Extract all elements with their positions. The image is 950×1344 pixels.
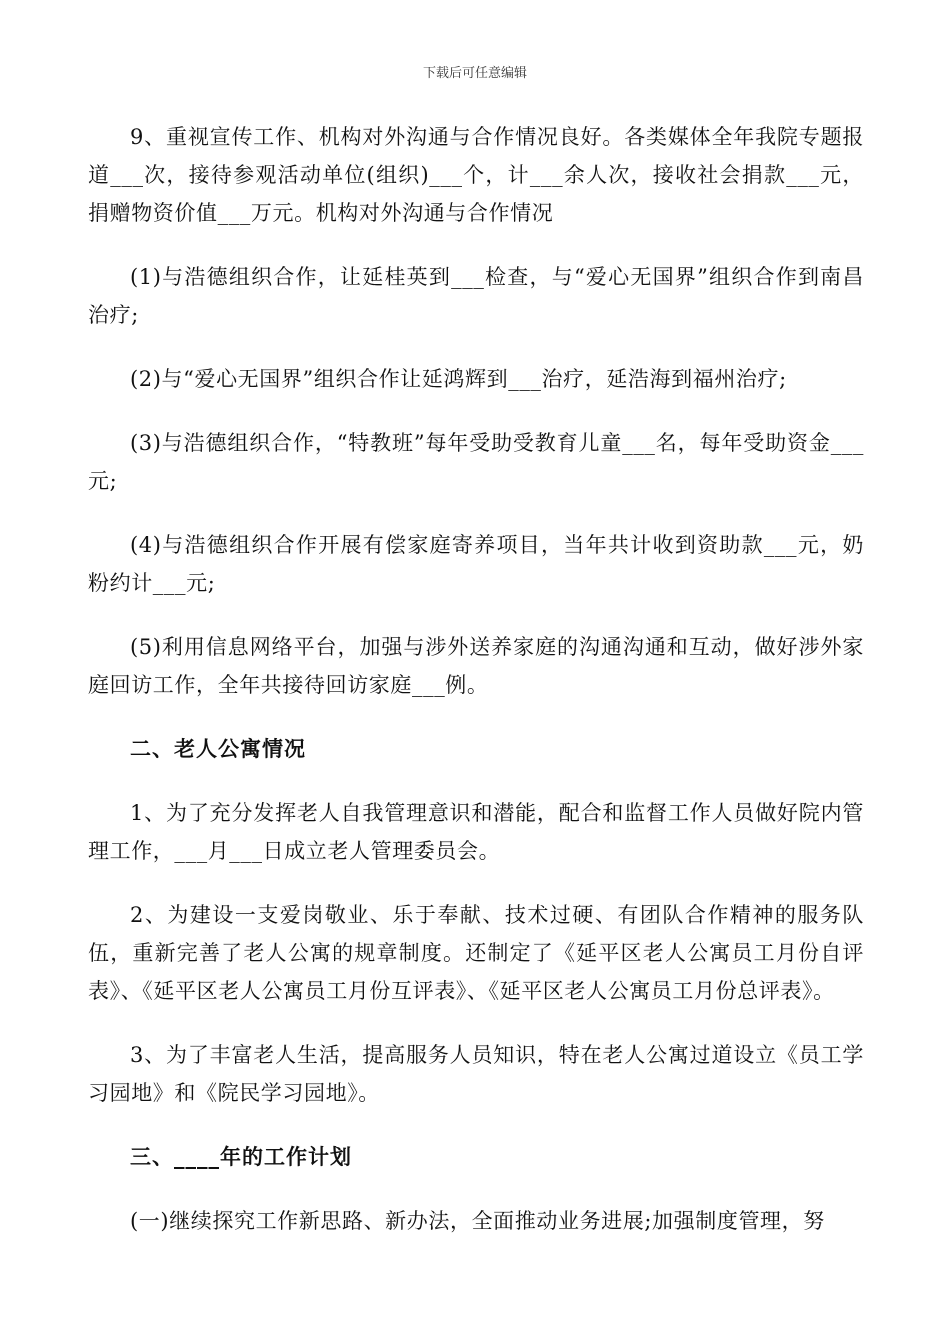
paragraph-elderly-2: 2、为建设一支爱岗敬业、乐于奉献、技术过硬、有团队合作精神的服务队伍，重新完善了老人公寓的规章制度。还制定了《延平区老人公寓员工月份自评表》、《延平区老人公寓员工月份互评表》、《延平区老人公寓员工月份总评表》。 — [88, 903, 864, 1003]
document-body — [88, 118, 864, 1266]
paragraph-elderly-3: 3、为了丰富老人生活，提高服务人员知识，特在老人公寓过道设立《员工学习园地》和《院民学习园地》。 — [88, 1043, 864, 1105]
paragraph-item-4: (4)与浩德组织合作开展有偿家庭寄养项目，当年共计收到资助款___元，奶粉约计___元; — [88, 533, 864, 595]
section-heading-work-plan: 三、____年的工作计划 — [130, 1145, 352, 1169]
paragraph-item-5: (5)利用信息网络平台，加强与涉外送养家庭的沟通沟通和互动，做好涉外家庭回访工作，全年共接待回访家庭___例。 — [88, 635, 864, 697]
paragraph-item-3: (3)与浩德组织合作，“特教班”每年受助受教育儿童___名，每年受助资金___元; — [88, 431, 864, 493]
paragraph-plan-1: (一)继续探究工作新思路、新办法，全面推动业务进展;加强制度管理，努 — [130, 1209, 825, 1233]
paragraph-elderly-1: 1、为了充分发挥老人自我管理意识和潜能，配合和监督工作人员做好院内管理工作，___月___日成立老人管理委员会。 — [88, 801, 864, 863]
page-header: 下载后可任意编辑 — [422, 66, 527, 81]
section-heading-elderly-apartment: 二、老人公寓情况 — [130, 737, 306, 761]
paragraph-item-1: (1)与浩德组织合作，让延桂英到___检查，与“爱心无国界”组织合作到南昌治疗; — [88, 265, 864, 327]
paragraph-publicity: 9、重视宣传工作、机构对外沟通与合作情况良好。各类媒体全年我院专题报道___次，接待参观活动单位(组织)___个，计___余人次，接收社会捐款___元，捐赠物资价值___万元。机构对外沟通与合作情况 — [88, 125, 864, 225]
paragraph-item-2: (2)与“爱心无国界”组织合作让延鸿辉到___治疗，延浩海到福州治疗; — [130, 367, 787, 391]
